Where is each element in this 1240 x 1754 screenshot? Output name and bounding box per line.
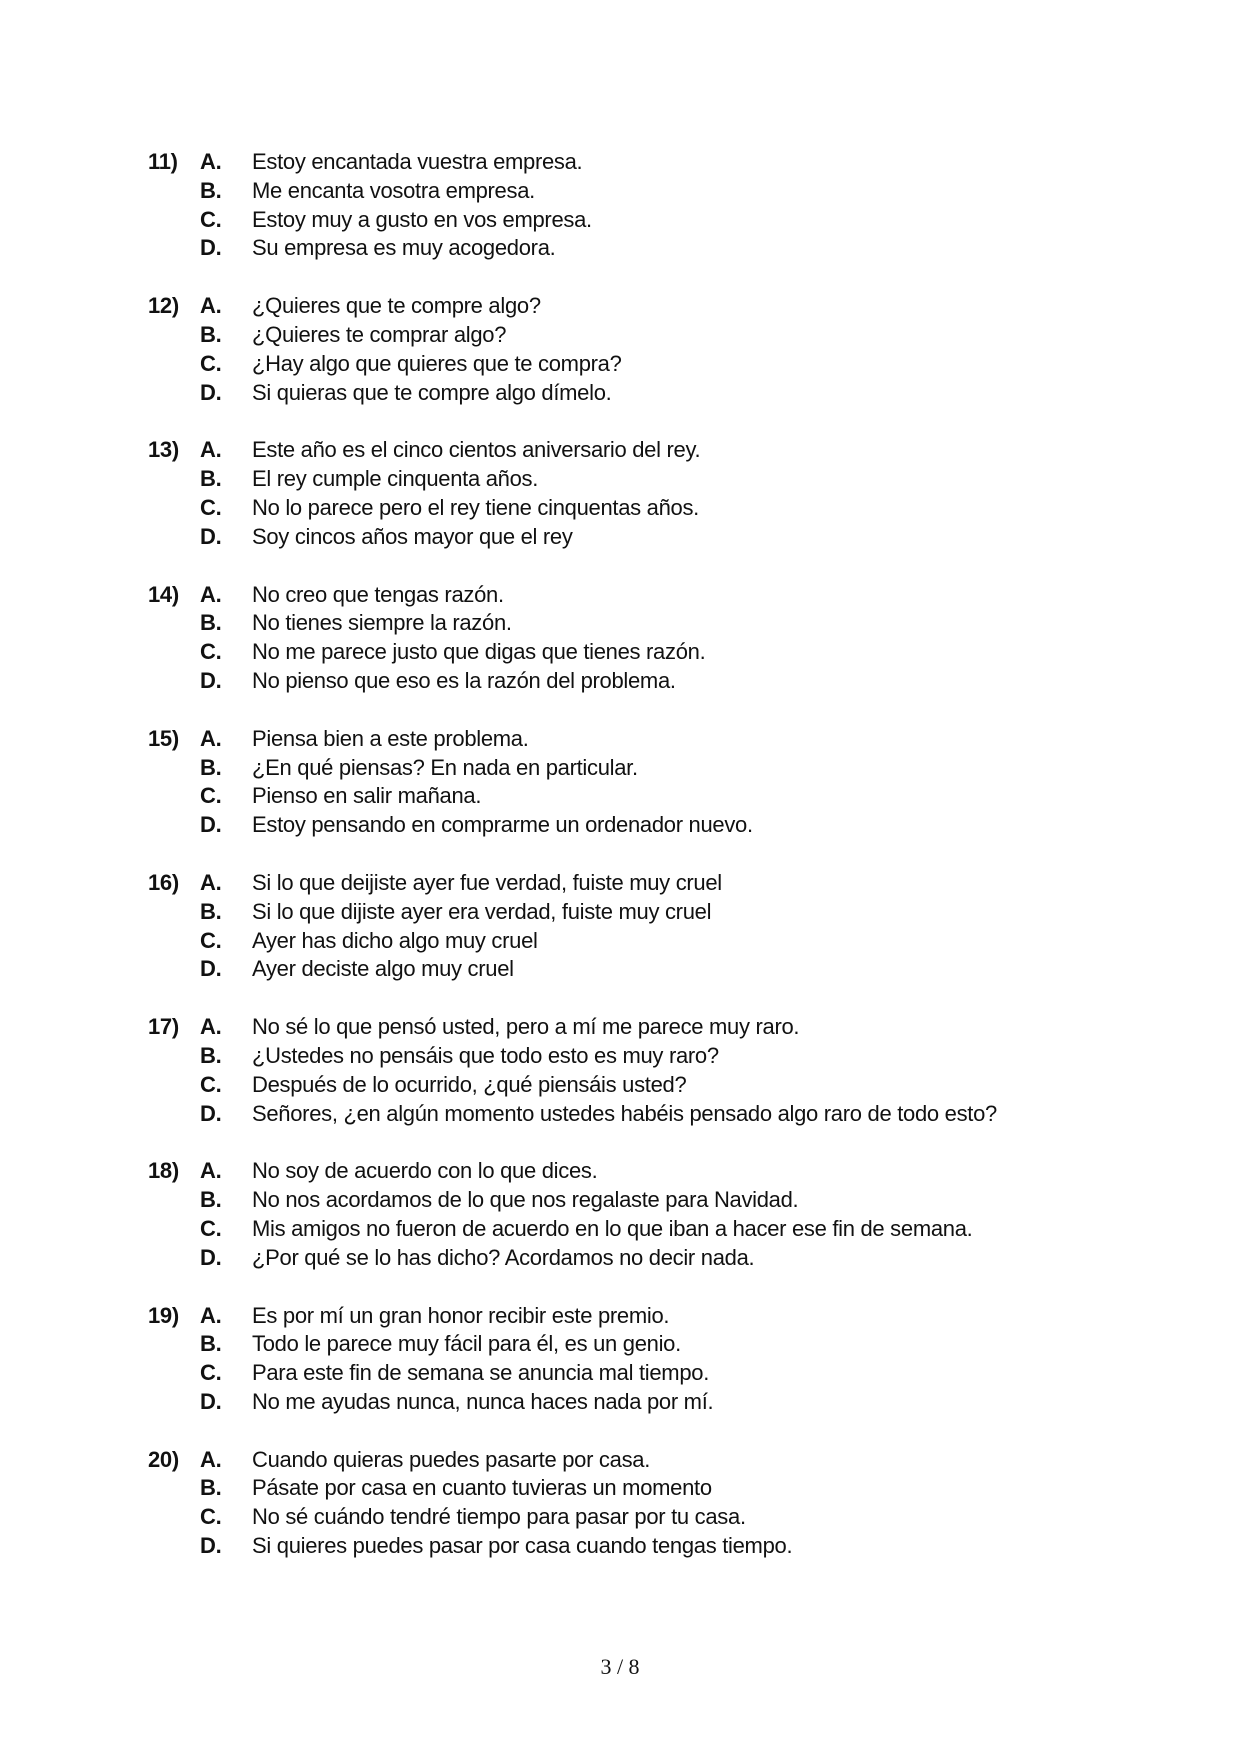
option-letter: D. [200, 379, 222, 405]
option-letter: C. [200, 1504, 222, 1530]
option-letter: A. [200, 725, 222, 751]
option-text: No tienes siempre la razón. [252, 610, 512, 636]
option-text: No lo parece pero el rey tiene cinquentas años. [252, 494, 699, 520]
option-letter: D. [200, 1388, 222, 1414]
option-text: No sé cuándo tendré tiempo para pasar por tu casa. [252, 1504, 746, 1530]
option-row [148, 1388, 1148, 1417]
option-text: Todo le parece muy fácil para él, es un genio. [252, 1331, 681, 1357]
option-text: Estoy pensando en comprarme un ordenador nuevo. [252, 812, 753, 838]
option-row [148, 1359, 1148, 1388]
question-11 [148, 148, 1148, 263]
option-row [148, 523, 1148, 552]
option-text: El rey cumple cinquenta años. [252, 466, 539, 492]
question-number: 18) [148, 1158, 179, 1184]
option-row [148, 782, 1148, 811]
option-letter: D. [200, 1100, 222, 1126]
option-letter: D. [200, 235, 222, 261]
option-row [148, 1215, 1148, 1244]
option-text: No creo que tengas razón. [252, 581, 504, 607]
option-letter: D. [200, 812, 222, 838]
question-13 [148, 436, 1148, 551]
option-letter: B. [200, 1187, 222, 1213]
option-text: No pienso que eso es la razón del problema. [252, 667, 676, 693]
option-row [148, 609, 1148, 638]
option-row [148, 177, 1148, 206]
question-number: 11) [148, 149, 178, 174]
option-letter: A. [200, 1446, 222, 1472]
question-20 [148, 1446, 1148, 1561]
option-row [148, 667, 1148, 696]
option-row [148, 1071, 1148, 1100]
option-letter: C. [200, 350, 222, 376]
question-12 [148, 292, 1148, 407]
question-18 [148, 1157, 1148, 1272]
option-text: ¿Quieres te comprar algo? [252, 321, 507, 347]
option-row [148, 350, 1148, 379]
option-row [148, 1302, 1148, 1331]
option-text: Para este fin de semana se anuncia mal tiempo. [252, 1360, 710, 1386]
option-row [148, 379, 1148, 408]
option-row [148, 1186, 1148, 1215]
option-row [148, 869, 1148, 898]
option-row [148, 292, 1148, 321]
option-text: Si quieras que te compre algo dímelo. [252, 379, 612, 405]
option-text: Pásate por casa en cuanto tuvieras un momento [252, 1475, 712, 1501]
option-letter: A. [200, 1302, 222, 1328]
option-letter: D. [200, 1533, 222, 1559]
option-text: Si quieres puedes pasar por casa cuando tengas tiempo. [252, 1533, 793, 1559]
option-letter: D. [200, 523, 222, 549]
option-row [148, 754, 1148, 783]
option-letter: B. [200, 610, 222, 636]
option-letter: B. [200, 898, 222, 924]
question-number: 16) [148, 869, 179, 895]
option-letter: A. [200, 1158, 222, 1184]
question-16 [148, 869, 1148, 984]
option-text: No sé lo que pensó usted, pero a mí me parece muy raro. [252, 1014, 800, 1040]
option-text: Piensa bien a este problema. [252, 725, 529, 751]
option-letter: C. [200, 1215, 222, 1241]
option-letter: D. [200, 667, 222, 693]
page-number: 3 / 8 [600, 1654, 640, 1679]
question-15 [148, 725, 1148, 840]
option-text: Me encanta vosotra empresa. [252, 177, 535, 203]
option-letter: B. [200, 1331, 222, 1357]
option-row [148, 955, 1148, 984]
option-row [148, 898, 1148, 927]
option-text: ¿Quieres que te compre algo? [252, 293, 541, 319]
question-number: 17) [148, 1014, 179, 1040]
question-17 [148, 1013, 1148, 1128]
question-number: 19) [148, 1302, 179, 1328]
option-letter: C. [200, 494, 222, 520]
option-row [148, 638, 1148, 667]
option-text: ¿Por qué se lo has dicho? Acordamos no decir nada. [252, 1244, 755, 1270]
option-letter: B. [200, 177, 222, 203]
option-text: ¿Hay algo que quieres que te compra? [252, 350, 622, 376]
option-row [148, 148, 1148, 177]
option-letter: A. [200, 149, 222, 174]
option-row [148, 581, 1148, 610]
option-text: Estoy muy a gusto en vos empresa. [252, 206, 592, 232]
option-text: Pienso en salir mañana. [252, 783, 482, 809]
option-row [148, 206, 1148, 235]
option-row [148, 1013, 1148, 1042]
option-row [148, 436, 1148, 465]
question-number: 15) [148, 725, 179, 751]
option-letter: B. [200, 754, 222, 780]
option-text: Después de lo ocurrido, ¿qué piensáis usted? [252, 1071, 687, 1097]
option-letter: A. [200, 869, 222, 895]
option-text: No me ayudas nunca, nunca haces nada por mí. [252, 1388, 714, 1414]
option-letter: C. [200, 783, 222, 809]
option-letter: C. [200, 639, 222, 665]
option-text: Mis amigos no fueron de acuerdo en lo que iban a hacer ese fin de semana. [252, 1215, 973, 1241]
option-letter: A. [200, 1014, 222, 1040]
option-row [148, 1446, 1148, 1475]
option-text: Estoy encantada vuestra empresa. [252, 149, 583, 174]
option-row [148, 1503, 1148, 1532]
option-letter: A. [200, 581, 222, 607]
option-row [148, 1100, 1148, 1129]
option-letter: C. [200, 206, 222, 232]
option-text: No soy de acuerdo con lo que dices. [252, 1158, 598, 1184]
option-letter: A. [200, 437, 222, 463]
option-letter: C. [200, 927, 222, 953]
question-list [148, 148, 1148, 1590]
question-19 [148, 1302, 1148, 1417]
option-text: No nos acordamos de lo que nos regalaste para Navidad. [252, 1187, 799, 1213]
option-letter: C. [200, 1071, 222, 1097]
option-text: Soy cincos años mayor que el rey [252, 523, 573, 549]
option-text: ¿Ustedes no pensáis que todo esto es muy raro? [252, 1042, 719, 1068]
option-letter: B. [200, 1042, 222, 1068]
option-row [148, 1474, 1148, 1503]
option-row [148, 725, 1148, 754]
option-text: Cuando quieras puedes pasarte por casa. [252, 1446, 651, 1472]
option-row [148, 1532, 1148, 1561]
question-14 [148, 581, 1148, 696]
question-number: 12) [148, 293, 179, 319]
option-letter: D. [200, 1244, 222, 1270]
option-letter: B. [200, 466, 222, 492]
question-number: 20) [148, 1446, 179, 1472]
option-text: ¿En qué piensas? En nada en particular. [252, 754, 638, 780]
option-text: Señores, ¿en algún momento ustedes habéis pensado algo raro de todo esto? [252, 1100, 997, 1126]
option-row [148, 1157, 1148, 1186]
question-number: 14) [148, 581, 179, 607]
option-text: Su empresa es muy acogedora. [252, 235, 556, 261]
option-row [148, 494, 1148, 523]
option-letter: B. [200, 321, 222, 347]
option-letter: C. [200, 1360, 222, 1386]
option-text: Ayer deciste algo muy cruel [252, 956, 514, 982]
option-letter: A. [200, 293, 222, 319]
option-text: Ayer has dicho algo muy cruel [252, 927, 538, 953]
option-row [148, 465, 1148, 494]
option-row [148, 1042, 1148, 1071]
option-row [148, 321, 1148, 350]
option-letter: D. [200, 956, 222, 982]
option-row [148, 1330, 1148, 1359]
option-row [148, 811, 1148, 840]
option-letter: B. [200, 1475, 222, 1501]
question-number: 13) [148, 437, 179, 463]
option-text: Si lo que deijiste ayer fue verdad, fuiste muy cruel [252, 869, 722, 895]
option-row [148, 927, 1148, 956]
option-text: No me parece justo que digas que tienes razón. [252, 639, 706, 665]
option-row [148, 234, 1148, 263]
option-text: Es por mí un gran honor recibir este premio. [252, 1302, 670, 1328]
option-row [148, 1244, 1148, 1273]
option-text: Este año es el cinco cientos aniversario del rey. [252, 437, 701, 463]
option-text: Si lo que dijiste ayer era verdad, fuiste muy cruel [252, 898, 712, 924]
